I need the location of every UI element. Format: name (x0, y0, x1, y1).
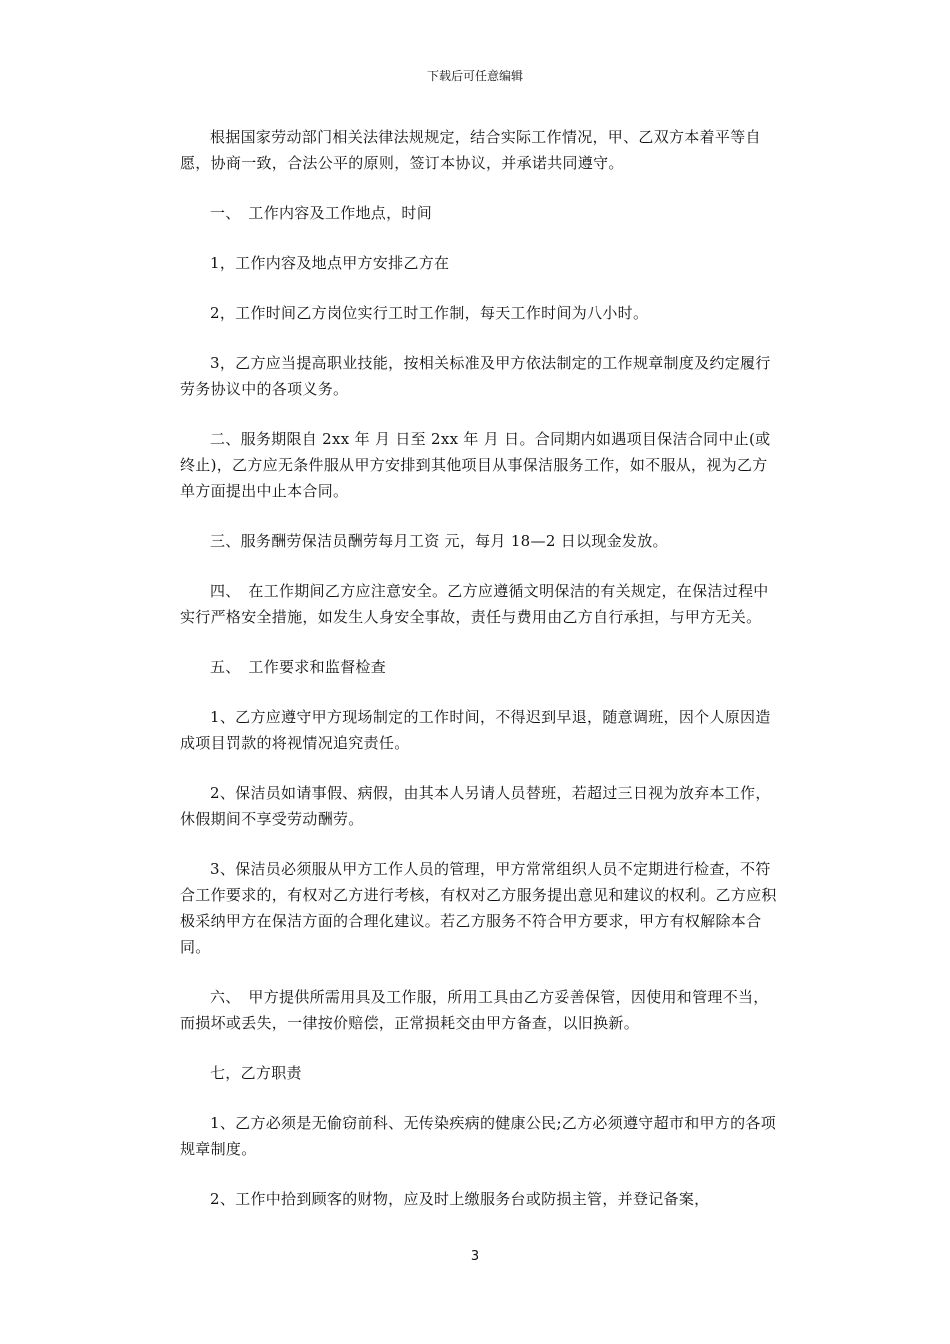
section-heading-1: 一、 工作内容及工作地点，时间 (210, 204, 433, 222)
paragraph-1-1: 1，工作内容及地点甲方安排乙方在 (210, 254, 450, 272)
paragraph-5-3: 3、保洁员必须服从甲方工作人员的管理，甲方常常组织人员不定期进行检查，不符合工作要求的，有权对乙方进行考核，有权对乙方服务提出意见和建议的权利。乙方应积极采纳甲方在保洁方面的合理化建议。若乙方服务不符合甲方要求，甲方有权解除本合同。 (180, 860, 777, 956)
paragraph-7-2: 2、工作中拾到顾客的财物，应及时上缴服务台或防损主管，并登记备案， (210, 1190, 710, 1208)
page-header: 下载后可任意编辑 (426, 69, 523, 83)
paragraph-7-1: 1、乙方必须是无偷窃前科、无传染疾病的健康公民;乙方必须遵守超市和甲方的各项规章制度。 (180, 1114, 777, 1158)
section-2-paragraph: 二、服务期限自 2xx 年 月 日至 2xx 年 月 日。合同期内如遇项目保洁合同中止(或终止)，乙方应无条件服从甲方安排到其他项目从事保洁服务工作，如不服从，视为乙方单方面提出中止本合同。 (180, 430, 771, 500)
paragraph-1-3: 3，乙方应当提高职业技能，按相关标准及甲方依法制定的工作规章制度及约定履行劳务协议中的各项义务。 (180, 354, 771, 398)
document-body (180, 124, 780, 1236)
section-6-paragraph: 六、 甲方提供所需用具及工作服，所用工具由乙方妥善保管，因使用和管理不当，而损坏或丢失，一律按价赔偿，正常损耗交由甲方备查，以旧换新。 (180, 988, 769, 1032)
section-3-paragraph: 三、服务酬劳保洁员酬劳每月工资 元，每月 18—2 日以现金发放。 (210, 532, 668, 550)
paragraph-1-2: 2，工作时间乙方岗位实行工时工作制，每天工作时间为八小时。 (210, 304, 649, 322)
section-heading-7: 七，乙方职责 (210, 1064, 302, 1082)
paragraph-5-2: 2、保洁员如请事假、病假，由其本人另请人员替班，若超过三日视为放弃本工作，休假期间不享受劳动酬劳。 (180, 784, 771, 828)
section-4-paragraph: 四、 在工作期间乙方应注意安全。乙方应遵循文明保洁的有关规定，在保洁过程中实行严格安全措施，如发生人身安全事故，责任与费用由乙方自行承担，与甲方无关。 (180, 582, 769, 626)
section-heading-5: 五、 工作要求和监督检查 (210, 658, 387, 676)
paragraph-intro: 根据国家劳动部门相关法律法规规定，结合实际工作情况，甲、乙双方本着平等自愿，协商一致，合法公平的原则，签订本协议，并承诺共同遵守。 (180, 128, 761, 172)
paragraph-5-1: 1、乙方应遵守甲方现场制定的工作时间，不得迟到早退，随意调班，因个人原因造成项目罚款的将视情况追究责任。 (180, 708, 771, 752)
page-number: 3 (470, 1249, 480, 1264)
